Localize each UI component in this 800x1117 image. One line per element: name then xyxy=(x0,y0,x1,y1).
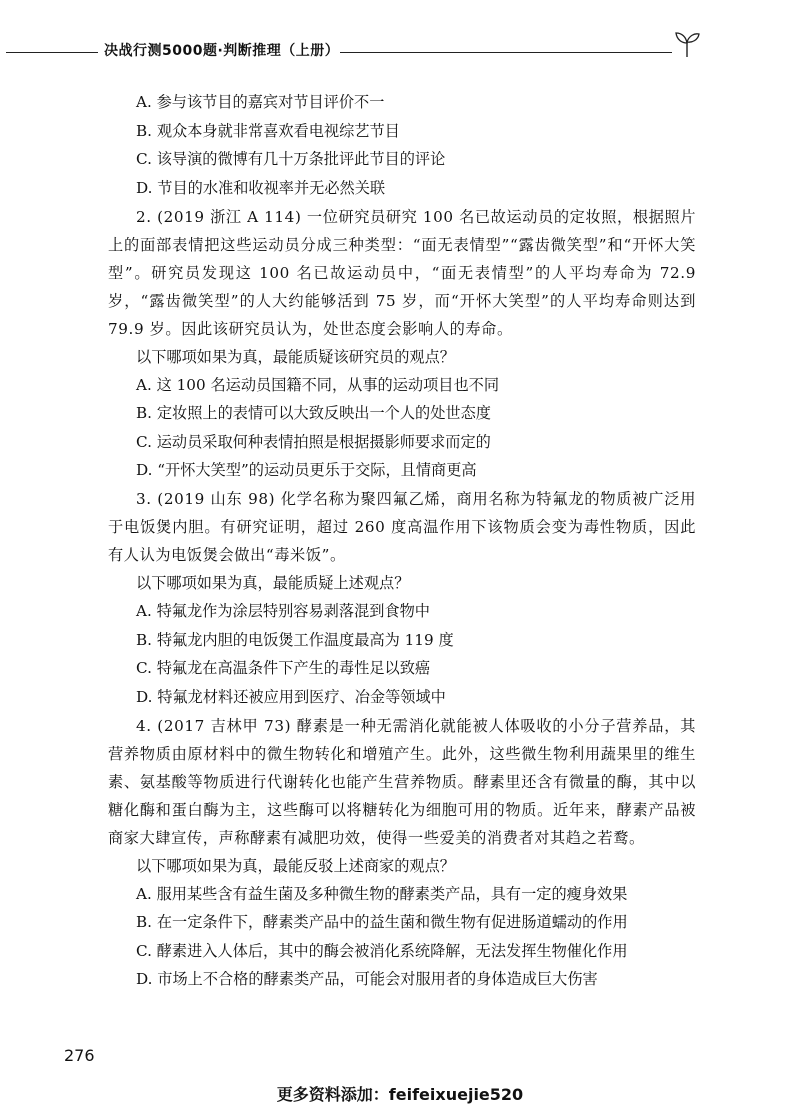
option-b: B. 在一定条件下，酵素类产品中的益生菌和微生物有促进肠道蠕动的作用 xyxy=(136,913,628,931)
page-content xyxy=(108,88,696,994)
sprout-icon xyxy=(672,30,702,58)
header-rule-right xyxy=(340,52,672,53)
option-c: C. 特氟龙在高温条件下产生的毒性足以致癌 xyxy=(136,659,431,677)
question-stem: 3. (2019 山东 98) 化学名称为聚四氟乙烯，商用名称为特氟龙的物质被广泛用于电饭煲内胆。有研究证明，超过 260 度高温作用下该物质会变为毒性物质，因此有人认为电饭煲会做出“毒米饭”。 xyxy=(108,490,696,564)
prev-option-c: C. 该导演的微博有几十万条批评此节目的评论 xyxy=(136,150,446,168)
question-3 xyxy=(108,485,696,711)
option-d: D. 特氟龙材料还被应用到医疗、冶金等领域中 xyxy=(136,687,446,706)
option-b: B. 特氟龙内胆的电饭煲工作温度最高为 119 度 xyxy=(136,630,454,649)
header-rule-left xyxy=(6,52,98,53)
question-prompt: 以下哪项如果为真，最能质疑上述观点？ xyxy=(136,574,410,592)
question-2 xyxy=(108,203,696,485)
question-4 xyxy=(108,712,696,994)
prev-option-b: B. 观众本身就非常喜欢看电视综艺节目 xyxy=(136,121,400,140)
prev-option-a: A. 参与该节目的嘉宾对节目评价不一 xyxy=(136,93,385,111)
option-d: D. 市场上不合格的酵素类产品，可能会对服用者的身体造成巨大伤害 xyxy=(136,970,598,988)
running-header xyxy=(0,36,800,62)
option-d: D. “开怀大笑型”的运动员更乐于交际，且情商更高 xyxy=(136,461,477,479)
question-prompt: 以下哪项如果为真，最能反驳上述商家的观点？ xyxy=(136,856,455,875)
header-title: 决战行测5000题·判断推理（上册） xyxy=(104,43,340,59)
option-a: A. 服用某些含有益生菌及多种微生物的酵素类产品，具有一定的瘦身效果 xyxy=(136,884,628,903)
footer-note: 更多资料添加：feifeixuejie520 xyxy=(276,1085,524,1104)
page-number: 276 xyxy=(64,1046,95,1065)
option-c: C. 酵素进入人体后，其中的酶会被消化系统降解，无法发挥生物催化作用 xyxy=(136,941,628,960)
option-a: A. 这 100 名运动员国籍不同，从事的运动项目也不同 xyxy=(136,375,500,394)
prev-option-d: D. 节目的水准和收视率并无必然关联 xyxy=(136,178,386,197)
option-a: A. 特氟龙作为涂层特别容易剥落混到食物中 xyxy=(136,602,430,620)
question-stem: 4. (2017 吉林甲 73) 酵素是一种无需消化就能被人体吸收的小分子营养品，其营养物质由原材料中的微生物转化和增殖产生。此外，这些微生物利用蔬果里的维生素、氨基酸等物质进行代谢转化也能产生营养物质。酵素里还含有微量的酶，其中以糖化酶和蛋白酶为主，这些酶可以将糖转化为细胞可用的物质。近年来，酵素产品被商家大肆宣传，声称酵素有减肥功效，使得一些爱美的消费者对其趋之若鹜。 xyxy=(108,716,696,847)
option-b: B. 定妆照上的表情可以大致反映出一个人的处世态度 xyxy=(136,404,491,422)
option-c: C. 运动员采取何种表情拍照是根据摄影师要求而定的 xyxy=(136,432,491,451)
question-prompt: 以下哪项如果为真，最能质疑该研究员的观点？ xyxy=(136,347,455,366)
question-stem: 2. (2019 浙江 A 114) 一位研究员研究 100 名已故运动员的定妆照，根据照片上的面部表情把这些运动员分成三种类型：“面无表情型”“露齿微笑型”和“开怀大笑型”。研究员发现这 100 名已故运动员中，“面无表情型”的人平均寿命为 72.9 岁，“露齿微笑型”的人大约能够活到 75 岁，而“开怀大笑型”的人平均寿命则达到 79.9 岁。因此该研究员认为，处世态度会影响人的寿命。 xyxy=(108,207,696,338)
